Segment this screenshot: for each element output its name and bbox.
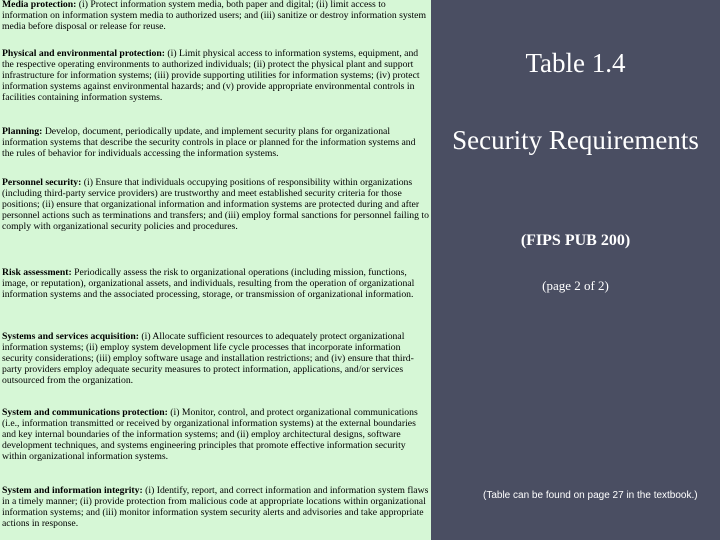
source-label: (FIPS PUB 200) bbox=[520, 232, 631, 249]
section-text: (i) Ensure that individuals occupying positions of responsibility within organizations (including third-party service providers) are trustworthy and meet established security criteria for those positions; (ii) ensure that organizational information and information systems are protected during and after personnel actions such as terminations and transfers; and (iii) employ formal sanctions for personnel failing to comply with organizational security policies and procedures. bbox=[2, 177, 429, 232]
section-personnel-security bbox=[2, 178, 429, 233]
section-title: Risk assessment: bbox=[2, 267, 72, 278]
section-title: Systems and services acquisition: bbox=[2, 331, 139, 342]
section-planning bbox=[2, 127, 429, 160]
section-text: Develop, document, periodically update, and implement security plans for organizational information systems that describe the security controls in place or planned for the information systems and the rules of behavior for individuals accessing the information systems. bbox=[2, 126, 416, 159]
section-information-integrity bbox=[2, 486, 429, 530]
section-communications-protection bbox=[2, 408, 429, 463]
section-text: (i) Identify, report, and correct information and information system flaws in a timely manner; (ii) provide protection from malicious code at appropriate locations within organizational information systems; and (iii) monitor information system security alerts and advisories and take appropriate actions in response. bbox=[2, 485, 429, 529]
slide-title-panel bbox=[431, 0, 720, 540]
page-label: (page 2 of 2) bbox=[542, 278, 609, 293]
slide-title: Table 1.4 bbox=[525, 48, 626, 78]
section-text: (i) Limit physical access to information systems, equipment, and the respective operating environments to authorized individuals; (ii) protect the physical plant and support infrastructure for information systems; (iii) provide supporting utilities for information systems; (iv) protect information systems against environmental hazards; and (v) provide appropriate environmental controls in facilities containing information systems. bbox=[2, 48, 420, 103]
section-risk-assessment bbox=[2, 268, 429, 301]
section-text: (i) Monitor, control, and protect organizational communications (i.e., information transmitted or received by organizational information systems) at the external boundaries and key internal boundaries of the information systems; and (ii) employ architectural designs, software development techniques, and systems engineering principles that promote effective information security within organizational information systems. bbox=[2, 407, 418, 462]
textbook-note: (Table can be found on page 27 in the textbook.) bbox=[483, 490, 698, 501]
section-text: (i) Allocate sufficient resources to adequately protect organizational information systems; (ii) employ system development life cycle processes that incorporate information security considerations; (iii) employ software usage and installation restrictions; and (iv) ensure that third-party providers employ adequate security measures to protect information, applications, and/or services outsourced from the organization. bbox=[2, 331, 414, 386]
section-title: Physical and environmental protection: bbox=[2, 48, 165, 59]
slide-subtitle: Security Requirements bbox=[452, 125, 699, 155]
section-text: (i) Protect information system media, both paper and digital; (ii) limit access to information on information system media to authorized users; and (iii) sanitize or destroy information system media before disposal or release for reuse. bbox=[2, 0, 427, 32]
section-title: Planning: bbox=[2, 126, 43, 137]
section-text: Periodically assess the risk to organizational operations (including mission, functions, image, or reputation), organizational assets, and individuals, resulting from the operation of organizational information systems and the associated processing, storage, or transmission of organizational information. bbox=[2, 267, 415, 300]
section-physical-protection bbox=[2, 49, 429, 104]
section-media-protection bbox=[2, 0, 429, 33]
section-systems-acquisition bbox=[2, 332, 429, 387]
section-title: Personnel security: bbox=[2, 177, 82, 188]
section-title: System and information integrity: bbox=[2, 485, 143, 496]
section-title: System and communications protection: bbox=[2, 407, 168, 418]
section-title: Media protection: bbox=[2, 0, 77, 10]
